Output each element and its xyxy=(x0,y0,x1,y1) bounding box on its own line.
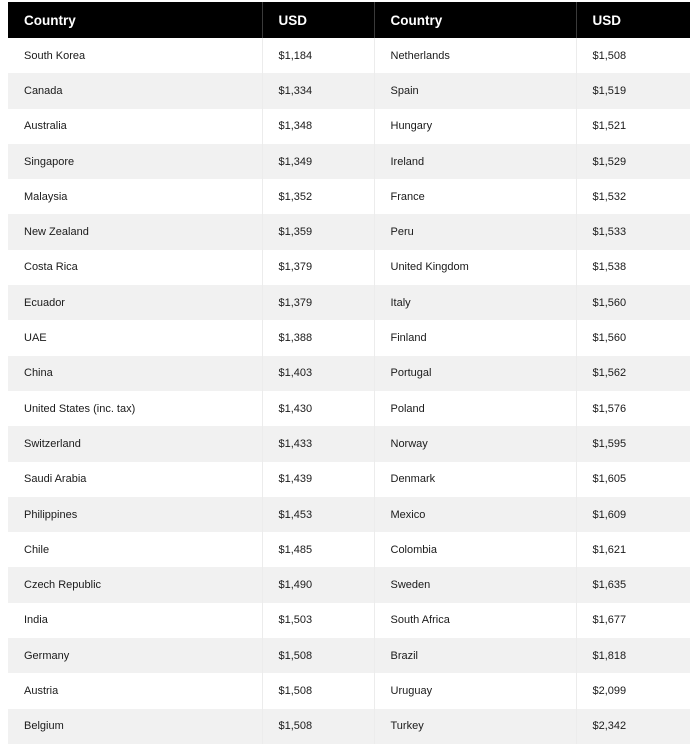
usd-right-cell: $1,677 xyxy=(576,603,690,638)
usd-right-cell: $1,560 xyxy=(576,285,690,320)
country-right-cell: Brazil xyxy=(374,638,576,673)
usd-right-cell: $1,605 xyxy=(576,462,690,497)
table-row xyxy=(8,497,690,532)
usd-left-cell: $1,379 xyxy=(262,285,374,320)
country-right-cell: Sweden xyxy=(374,567,576,602)
country-left-cell: Philippines xyxy=(8,497,262,532)
country-left-cell: Chile xyxy=(8,532,262,567)
country-right-cell: Hungary xyxy=(374,109,576,144)
table-row xyxy=(8,426,690,461)
country-left-cell: India xyxy=(8,603,262,638)
country-right-cell: Spain xyxy=(374,73,576,108)
usd-left-cell: $1,184 xyxy=(262,38,374,73)
usd-left-cell: $1,485 xyxy=(262,532,374,567)
country-right-cell: Colombia xyxy=(374,532,576,567)
usd-right-cell: $1,508 xyxy=(576,38,690,73)
table-row xyxy=(8,109,690,144)
table-row xyxy=(8,214,690,249)
country-left-cell: Ecuador xyxy=(8,285,262,320)
usd-left-cell: $1,388 xyxy=(262,320,374,355)
usd-left-cell: $1,508 xyxy=(262,638,374,673)
country-left-cell: Czech Republic xyxy=(8,567,262,602)
usd-left-cell: $1,348 xyxy=(262,109,374,144)
country-right-cell: United Kingdom xyxy=(374,250,576,285)
country-right-cell: France xyxy=(374,179,576,214)
country-left-cell: Canada xyxy=(8,73,262,108)
header-usd-left: USD xyxy=(262,2,374,38)
country-left-cell: Germany xyxy=(8,638,262,673)
usd-right-cell: $2,099 xyxy=(576,673,690,708)
country-right-cell: Portugal xyxy=(374,356,576,391)
country-left-cell: Austria xyxy=(8,673,262,708)
usd-right-cell: $1,521 xyxy=(576,109,690,144)
usd-left-cell: $1,453 xyxy=(262,497,374,532)
country-left-cell: Singapore xyxy=(8,144,262,179)
usd-right-cell: $1,532 xyxy=(576,179,690,214)
usd-right-cell: $1,621 xyxy=(576,532,690,567)
header-usd-right: USD xyxy=(576,2,690,38)
table-row xyxy=(8,38,690,73)
country-right-cell: Ireland xyxy=(374,144,576,179)
usd-right-cell: $2,342 xyxy=(576,709,690,744)
usd-right-cell: $1,818 xyxy=(576,638,690,673)
table-header-row xyxy=(8,2,690,38)
usd-left-cell: $1,349 xyxy=(262,144,374,179)
price-comparison-table xyxy=(8,2,690,744)
country-left-cell: Australia xyxy=(8,109,262,144)
table-row xyxy=(8,532,690,567)
usd-right-cell: $1,635 xyxy=(576,567,690,602)
table-row xyxy=(8,462,690,497)
country-right-cell: Netherlands xyxy=(374,38,576,73)
table-row xyxy=(8,285,690,320)
usd-left-cell: $1,503 xyxy=(262,603,374,638)
table-row xyxy=(8,638,690,673)
usd-right-cell: $1,609 xyxy=(576,497,690,532)
usd-right-cell: $1,529 xyxy=(576,144,690,179)
usd-right-cell: $1,576 xyxy=(576,391,690,426)
country-right-cell: South Africa xyxy=(374,603,576,638)
country-right-cell: Peru xyxy=(374,214,576,249)
usd-right-cell: $1,595 xyxy=(576,426,690,461)
table-row xyxy=(8,250,690,285)
table-row xyxy=(8,391,690,426)
table-body xyxy=(8,38,690,744)
usd-left-cell: $1,379 xyxy=(262,250,374,285)
country-left-cell: UAE xyxy=(8,320,262,355)
usd-left-cell: $1,334 xyxy=(262,73,374,108)
country-left-cell: Belgium xyxy=(8,709,262,744)
header-country-left: Country xyxy=(8,2,262,38)
table-row xyxy=(8,320,690,355)
header-country-right: Country xyxy=(374,2,576,38)
usd-right-cell: $1,538 xyxy=(576,250,690,285)
table-row xyxy=(8,179,690,214)
usd-left-cell: $1,490 xyxy=(262,567,374,602)
country-right-cell: Uruguay xyxy=(374,673,576,708)
country-left-cell: Malaysia xyxy=(8,179,262,214)
country-right-cell: Mexico xyxy=(374,497,576,532)
table-row xyxy=(8,603,690,638)
usd-left-cell: $1,352 xyxy=(262,179,374,214)
usd-left-cell: $1,359 xyxy=(262,214,374,249)
price-table-container xyxy=(8,0,690,744)
table-row xyxy=(8,144,690,179)
usd-left-cell: $1,403 xyxy=(262,356,374,391)
country-left-cell: Costa Rica xyxy=(8,250,262,285)
usd-left-cell: $1,433 xyxy=(262,426,374,461)
country-left-cell: South Korea xyxy=(8,38,262,73)
country-right-cell: Italy xyxy=(374,285,576,320)
usd-left-cell: $1,439 xyxy=(262,462,374,497)
country-right-cell: Norway xyxy=(374,426,576,461)
table-row xyxy=(8,709,690,744)
usd-right-cell: $1,533 xyxy=(576,214,690,249)
country-left-cell: Saudi Arabia xyxy=(8,462,262,497)
table-row xyxy=(8,73,690,108)
country-left-cell: United States (inc. tax) xyxy=(8,391,262,426)
table-row xyxy=(8,567,690,602)
table-row xyxy=(8,356,690,391)
country-left-cell: Switzerland xyxy=(8,426,262,461)
table-row xyxy=(8,673,690,708)
usd-left-cell: $1,430 xyxy=(262,391,374,426)
country-right-cell: Finland xyxy=(374,320,576,355)
usd-right-cell: $1,560 xyxy=(576,320,690,355)
country-left-cell: New Zealand xyxy=(8,214,262,249)
country-right-cell: Denmark xyxy=(374,462,576,497)
usd-left-cell: $1,508 xyxy=(262,709,374,744)
usd-right-cell: $1,519 xyxy=(576,73,690,108)
country-right-cell: Turkey xyxy=(374,709,576,744)
usd-right-cell: $1,562 xyxy=(576,356,690,391)
country-left-cell: China xyxy=(8,356,262,391)
country-right-cell: Poland xyxy=(374,391,576,426)
usd-left-cell: $1,508 xyxy=(262,673,374,708)
